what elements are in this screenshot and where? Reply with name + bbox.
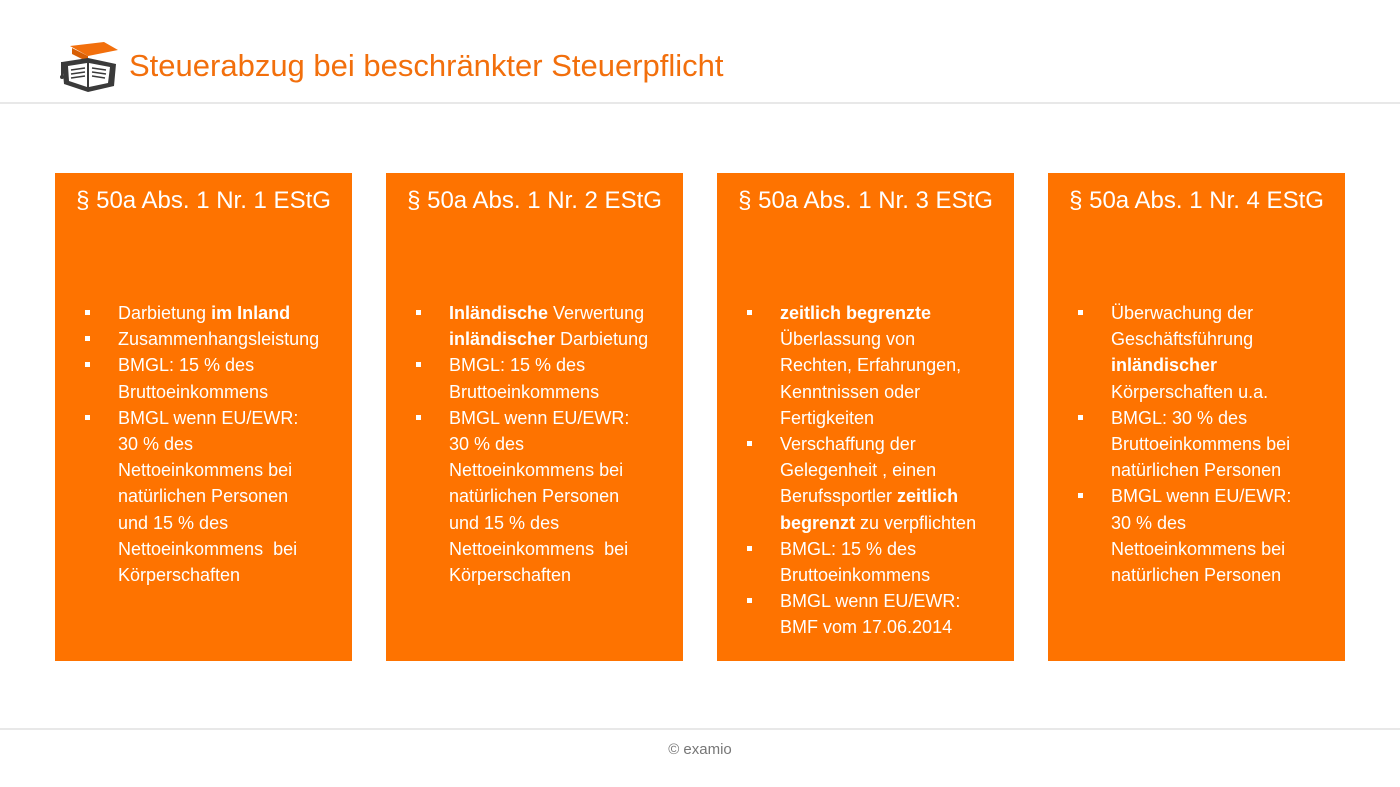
bullet-line (1111, 405, 1337, 431)
text: BMGL wenn EU/EWR: (780, 591, 961, 612)
text: Gelegenheit , einen (780, 460, 937, 481)
bullet-item (1078, 483, 1337, 588)
bullet-line (449, 562, 675, 588)
bullet-item (416, 405, 675, 588)
text: natürlichen Personen (1111, 565, 1282, 586)
card-3 (717, 173, 1014, 661)
text: Nettoeinkommens bei (449, 538, 629, 559)
bullet-item (747, 588, 1006, 640)
square-bullet-icon (747, 441, 752, 446)
text: natürlichen Personen (1111, 460, 1282, 481)
bullet-item (416, 300, 675, 352)
square-bullet-icon (416, 310, 421, 315)
card-title: § 50a Abs. 1 Nr. 1 EStG (76, 187, 331, 214)
text: Darbietung (555, 329, 649, 350)
text: 30 % des (449, 434, 525, 455)
text: BMGL wenn EU/EWR: (449, 407, 630, 428)
text: BMGL wenn EU/EWR: (118, 407, 299, 428)
text: Nettoeinkommens bei (449, 460, 624, 481)
bullet-line (449, 431, 675, 457)
text: Darbietung (118, 303, 212, 323)
bullet-line (1111, 326, 1337, 352)
bullet-line (1111, 300, 1337, 326)
bullet-item (85, 352, 344, 404)
bullet-line (118, 457, 344, 483)
bold-text: im Inland (211, 303, 291, 323)
bullet-line (118, 326, 344, 352)
text: und 15 % des (449, 512, 560, 533)
bullet-list (747, 300, 1006, 641)
text: Berufssportler (780, 486, 898, 507)
bullet-line (118, 562, 344, 588)
bold-text: inländischer (1111, 355, 1218, 376)
bullet-line (449, 405, 675, 431)
bullet-line (780, 379, 1006, 405)
bullet-line (118, 352, 344, 378)
bullet-list (85, 300, 344, 588)
bullet-line (780, 405, 1006, 431)
square-bullet-icon (85, 415, 90, 420)
bullet-line (780, 300, 1006, 326)
bullet-line (449, 457, 675, 483)
bullet-line (118, 536, 344, 562)
bold-text: Inländische (449, 303, 549, 323)
bullet-line (449, 483, 675, 509)
bullet-line (449, 326, 675, 352)
text: Bruttoeinkommens bei (1111, 434, 1291, 455)
text: 30 % des (1111, 512, 1187, 533)
square-bullet-icon (416, 415, 421, 420)
bullet-line (118, 379, 344, 405)
text: Verwertung (548, 303, 645, 323)
square-bullet-icon (747, 598, 752, 603)
bullet-line (780, 483, 1006, 509)
text: und 15 % des (118, 512, 229, 533)
text: Körperschaften (449, 565, 572, 586)
bullet-line (118, 300, 344, 326)
bullet-line (780, 431, 1006, 457)
bullet-line (449, 536, 675, 562)
bullet-line (780, 588, 1006, 614)
square-bullet-icon (1078, 415, 1083, 420)
bold-text: zeitlich (897, 486, 959, 507)
bullet-line (780, 352, 1006, 378)
bold-text: begrenzt (780, 512, 856, 533)
bullet-line (449, 510, 675, 536)
bullet-item (1078, 405, 1337, 484)
bullet-line (1111, 483, 1337, 509)
bullet-line (780, 614, 1006, 640)
bullet-line (1111, 510, 1337, 536)
text: Bruttoeinkommens (780, 565, 931, 586)
text: natürlichen Personen (449, 486, 620, 507)
square-bullet-icon (85, 336, 90, 341)
card-title: § 50a Abs. 1 Nr. 4 EStG (1069, 187, 1324, 214)
card-4 (1048, 173, 1345, 661)
text: BMGL wenn EU/EWR: (1111, 486, 1292, 507)
bullet-item (416, 352, 675, 404)
text: Verschaffung der (780, 434, 916, 455)
bullet-line (780, 562, 1006, 588)
bullet-item (747, 300, 1006, 431)
bullet-line (780, 457, 1006, 483)
bullet-line (1111, 431, 1337, 457)
bullet-item (747, 536, 1006, 588)
bold-text: zeitlich begrenzte (780, 303, 932, 323)
bullet-line (118, 510, 344, 536)
bullet-line (449, 352, 675, 378)
bullet-line (1111, 379, 1337, 405)
bullet-line (1111, 562, 1337, 588)
bullet-line (780, 510, 1006, 536)
bullet-line (118, 483, 344, 509)
copyright: © examio (668, 741, 732, 758)
footer-divider (0, 728, 1400, 730)
bold-text: inländischer (449, 329, 556, 350)
text: Nettoeinkommens bei (118, 460, 293, 481)
square-bullet-icon (747, 310, 752, 315)
text: Körperschaften u.a. (1111, 381, 1269, 402)
text: BMGL: 30 % des (1111, 407, 1248, 428)
bullet-item (85, 300, 344, 326)
text: Kenntnissen oder (780, 381, 921, 402)
bullet-line (780, 536, 1006, 562)
text: Nettoeinkommens bei (1111, 538, 1286, 559)
square-bullet-icon (85, 362, 90, 367)
text: Körperschaften (118, 565, 241, 586)
text: Bruttoeinkommens (449, 381, 600, 402)
text: BMGL: 15 % des (780, 538, 917, 559)
card-title: § 50a Abs. 1 Nr. 2 EStG (407, 187, 662, 214)
text: Überwachung der (1111, 303, 1254, 323)
bullet-item (1078, 300, 1337, 405)
text: Fertigkeiten (780, 407, 875, 428)
text: natürlichen Personen (118, 486, 289, 507)
square-bullet-icon (85, 310, 90, 315)
bullet-item (747, 431, 1006, 536)
square-bullet-icon (416, 362, 421, 367)
text: BMF vom 17.06.2014 (780, 617, 953, 638)
bullet-line (1111, 457, 1337, 483)
square-bullet-icon (747, 546, 752, 551)
text: Rechten, Erfahrungen, (780, 355, 962, 376)
square-bullet-icon (1078, 493, 1083, 498)
bullet-item (85, 326, 344, 352)
bullet-line (1111, 352, 1337, 378)
square-bullet-icon (1078, 310, 1083, 315)
text: Nettoeinkommens bei (118, 538, 298, 559)
text: BMGL: 15 % des (449, 355, 586, 376)
text: zu verpflichten (855, 512, 977, 533)
bullet-list (416, 300, 675, 588)
bullet-line (449, 300, 675, 326)
bullet-line (1111, 536, 1337, 562)
text: Geschäftsführung (1111, 329, 1254, 350)
text: 30 % des (118, 434, 194, 455)
page-title: Steuerabzug bei beschränkter Steuerpflicht (129, 48, 724, 83)
bullet-item (85, 405, 344, 588)
text: Überlassung von (780, 329, 916, 350)
bullet-list (1078, 300, 1337, 588)
text: Bruttoeinkommens (118, 381, 269, 402)
bullet-line (118, 431, 344, 457)
card-title: § 50a Abs. 1 Nr. 3 EStG (738, 187, 993, 214)
bullet-line (118, 405, 344, 431)
card-1 (55, 173, 352, 661)
bullet-line (780, 326, 1006, 352)
card-2 (386, 173, 683, 661)
text: Zusammenhangsleistung (118, 329, 320, 350)
bullet-line (449, 379, 675, 405)
text: BMGL: 15 % des (118, 355, 255, 376)
